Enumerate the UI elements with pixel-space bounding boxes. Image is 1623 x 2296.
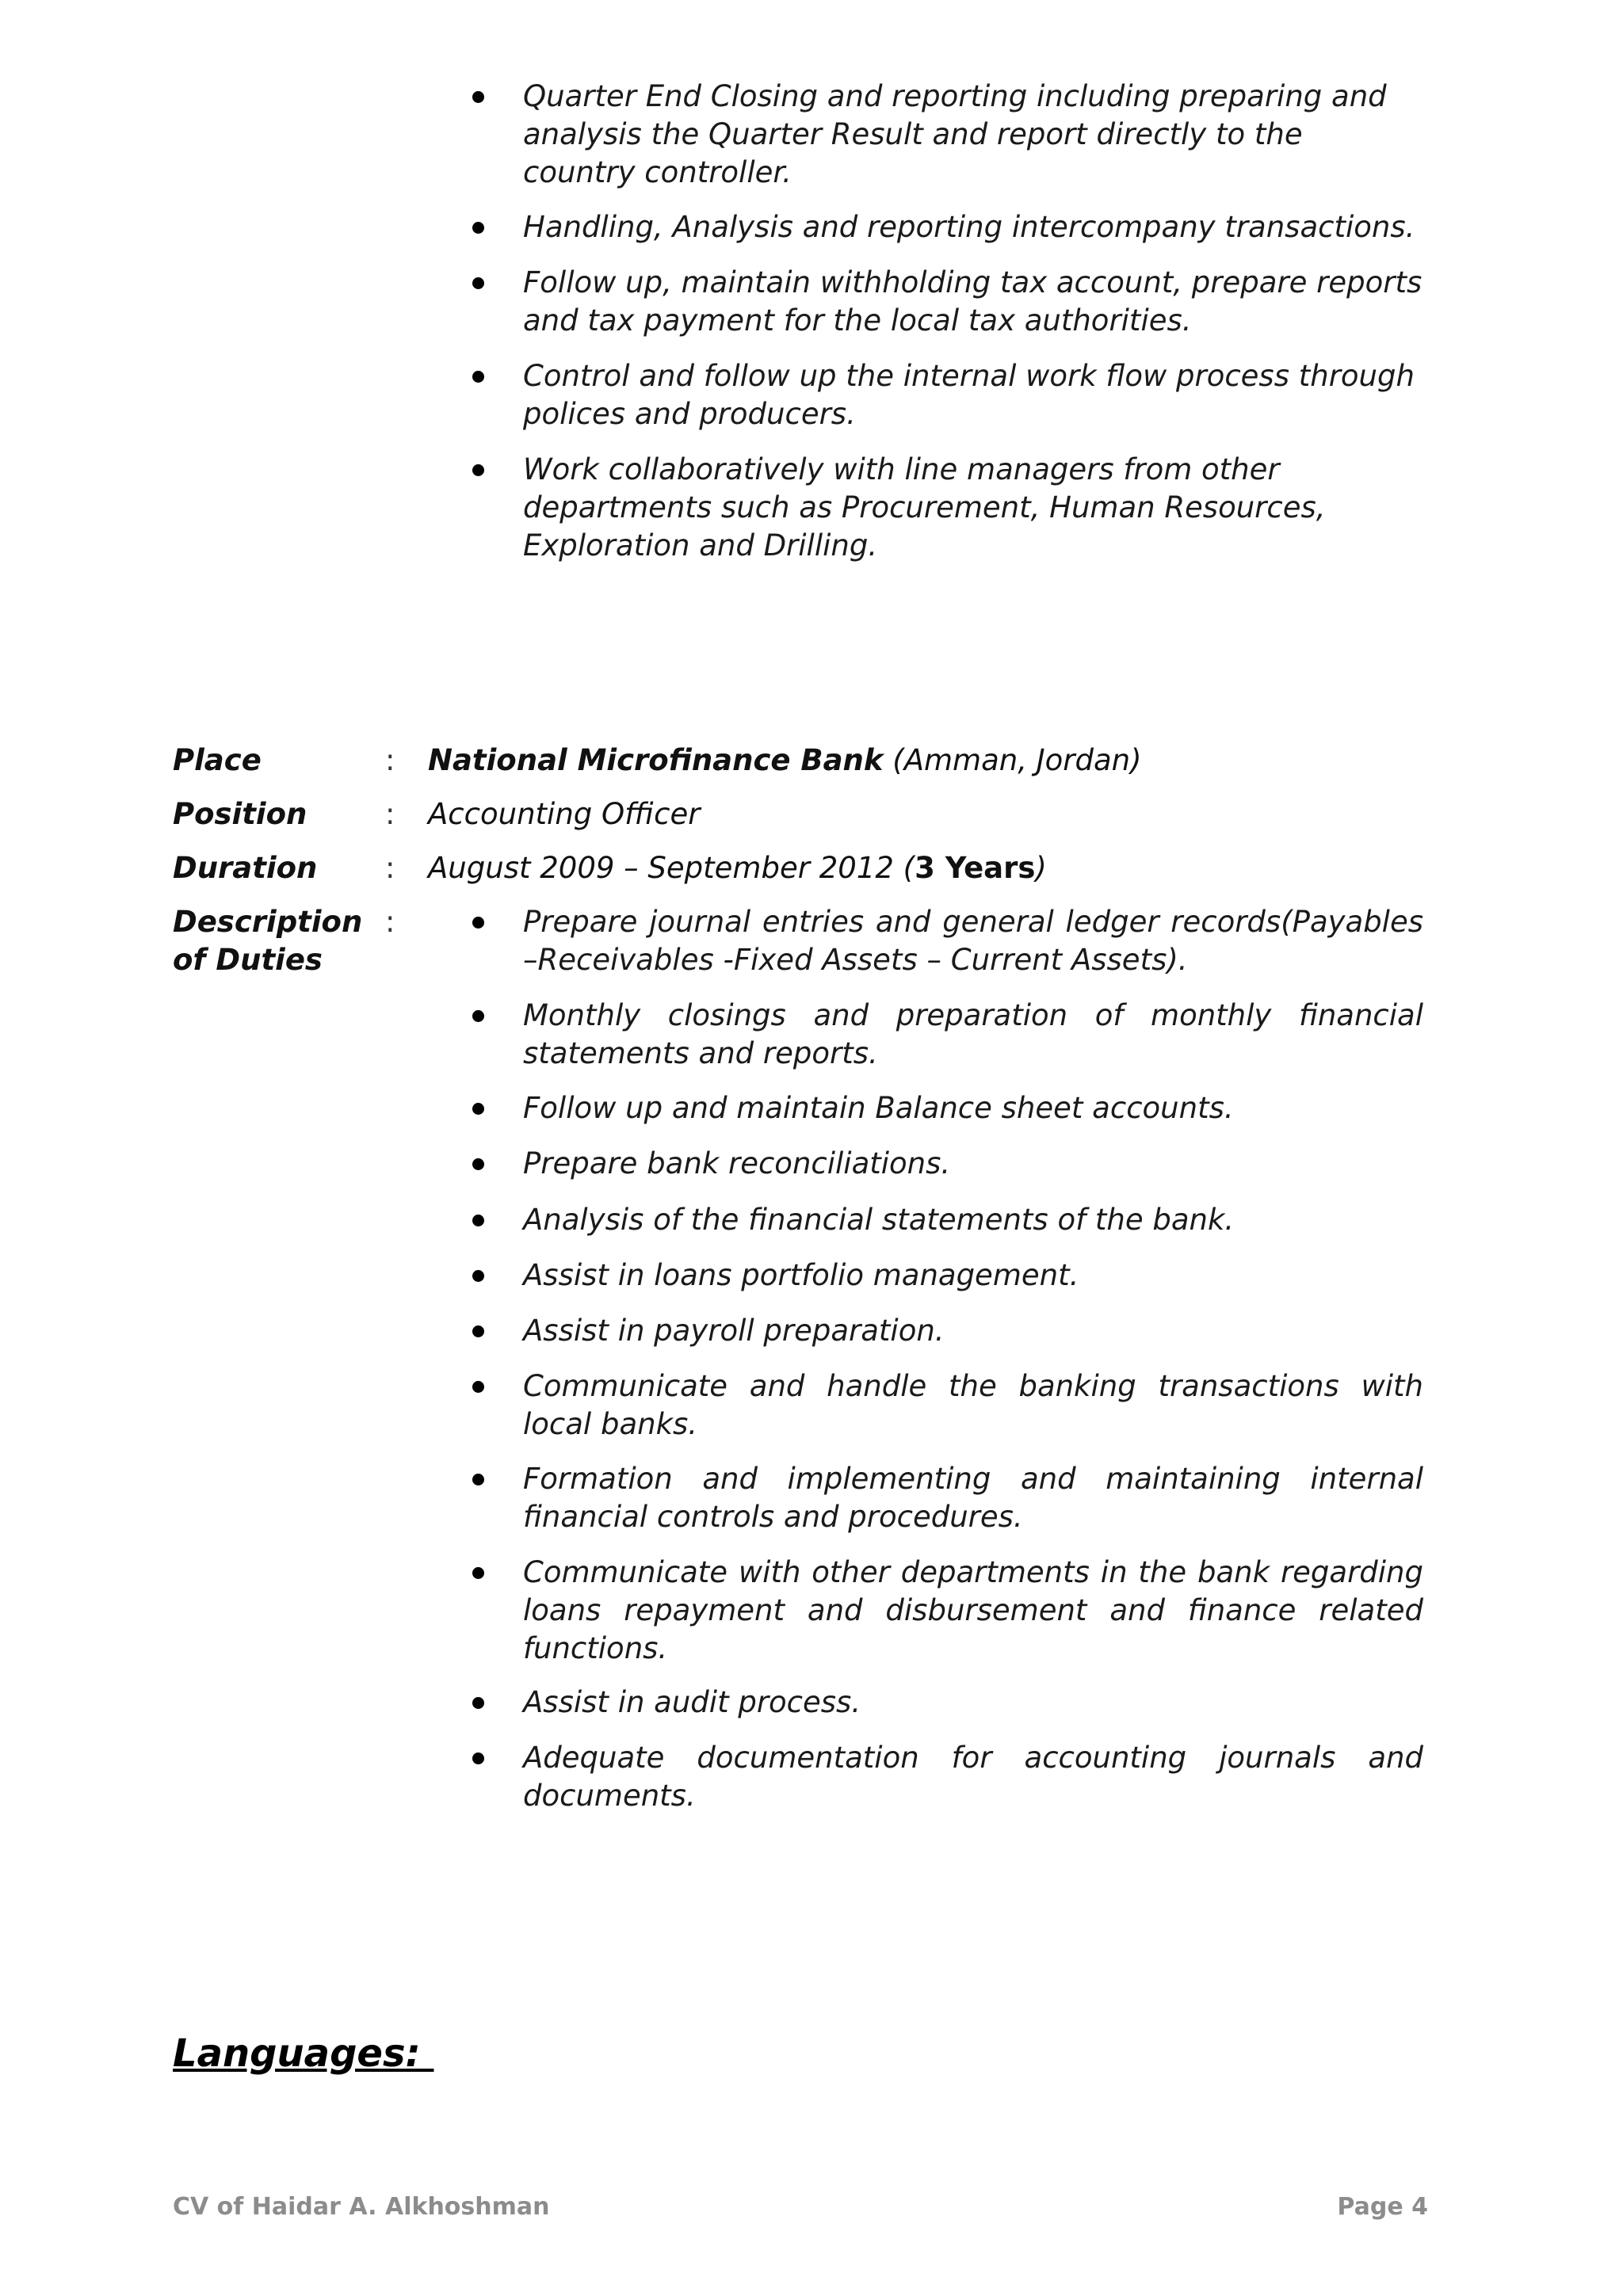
list-item-text: Assist in loans portfolio management. [523,1258,1079,1292]
list-item-text: Prepare journal entries and general ledger records(Payables –Receivables -Fixed Assets – Current Assets). [523,905,1423,977]
bullet-icon [472,277,484,289]
list-item-text: Communicate and handle the banking transactions with local banks. [523,1369,1423,1441]
list-item-text: Communicate with other departments in the bank regarding loans repayment and disbursement and finance related functions. [523,1555,1423,1665]
bullet-icon [472,91,484,103]
company-location: (Amman, Jordan) [883,743,1142,777]
bullet-icon [472,464,484,476]
duration-range: August 2009 – September 2012 ( [428,851,915,885]
list-item-text: Adequate documentation for accounting journals and documents. [523,1741,1423,1813]
position-value: Accounting Officer [428,797,701,831]
list-item-text: Follow up and maintain Balance sheet accounts. [523,1091,1234,1125]
footer-page-number: Page 4 [1337,2193,1428,2221]
place-label: Place [173,743,262,777]
bullet-icon [472,1325,484,1337]
description-colon: : [385,905,395,939]
list-item-text: Control and follow up the internal work flow process through polices and producers. [523,359,1415,431]
duration-label: Duration [173,851,318,885]
bullet-icon [472,1474,484,1486]
bullet-icon [472,1567,484,1579]
bullet-icon [472,1215,484,1226]
list-item-text: Assist in payroll preparation. [523,1314,945,1348]
description-label [173,903,362,979]
bullet-icon [472,1010,484,1022]
list-item-text: Assist in audit process. [523,1685,861,1719]
footer-cv-owner: CV of Haidar A. Alkhoshman [173,2193,550,2221]
list-item-text: Formation and implementing and maintaining internal financial controls and procedures. [523,1462,1423,1534]
company-name: National Microfinance Bank [428,743,884,777]
bullet-icon [472,1270,484,1282]
bullet-icon [472,917,484,929]
duration-years: 3 Years [915,851,1036,885]
bullet-icon [472,1103,484,1115]
bullet-icon [472,1697,484,1709]
bullet-icon [472,1158,484,1170]
position-colon: : [385,797,395,831]
list-item-text: Handling, Analysis and reporting intercompany transactions. [523,210,1415,244]
list-item-text: Analysis of the financial statements of the bank. [523,1203,1235,1237]
list-item-text: Monthly closings and preparation of monthly financial statements and reports. [523,998,1423,1070]
list-item-text: Follow up, maintain withholding tax account, prepare reports and tax payment for the local tax authorities. [523,265,1423,338]
description-label-line1: Description [173,905,363,939]
languages-heading: Languages: [173,2031,434,2076]
list-item-text: Prepare bank reconciliations. [523,1146,951,1180]
bullet-icon [472,1753,484,1764]
duration-value [428,849,1047,887]
bullet-icon [472,222,484,234]
description-label-line2: of Duties [173,943,323,977]
bullet-icon [472,1381,484,1393]
duration-close: ) [1035,851,1047,885]
place-value [428,742,1142,780]
duration-colon: : [385,851,395,885]
bullet-icon [472,371,484,383]
list-item-text: Work collaboratively with line managers from other departments such as Procurement, Human Resources, Exploration and Drilling. [523,452,1326,563]
place-colon: : [385,743,395,777]
list-item-text: Quarter End Closing and reporting including preparing and analysis the Quarter Result and report directly to the country controller. [523,79,1387,189]
position-label: Position [173,797,307,831]
